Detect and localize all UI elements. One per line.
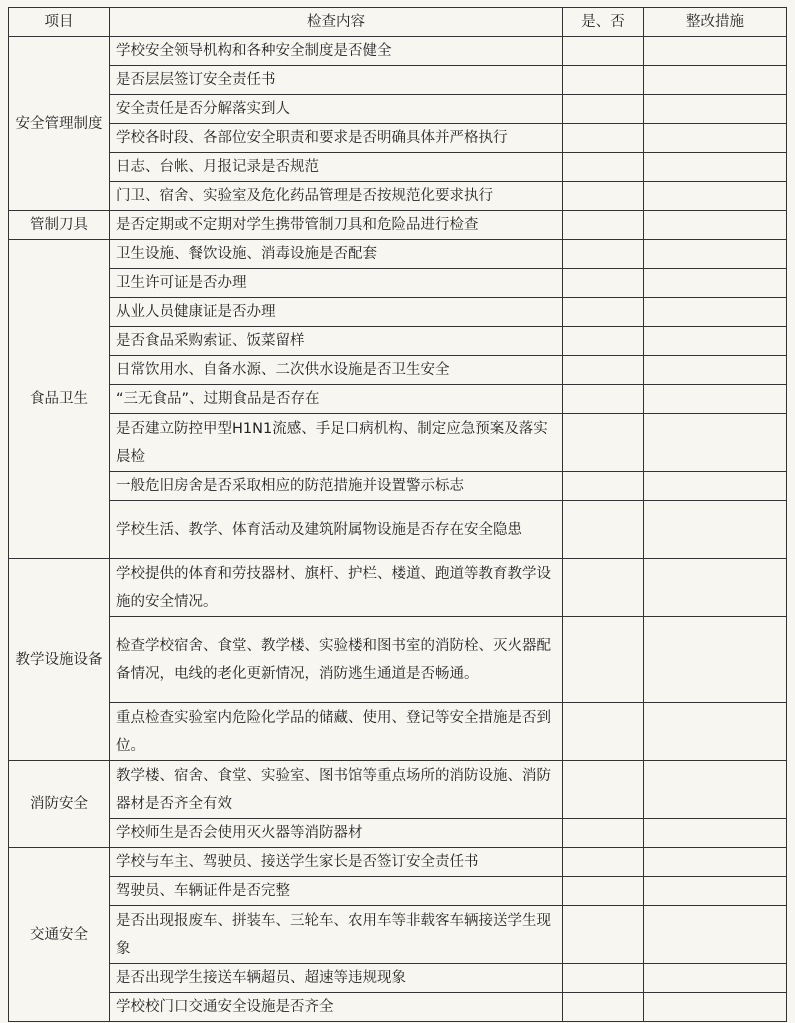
check-item: 一般危旧房舍是否采取相应的防范措施并设置警示标志 [110,472,563,501]
yesno-cell[interactable] [563,327,644,356]
section-name: 食品卫生 [9,240,110,559]
header-content: 检查内容 [110,8,563,37]
check-item: 日常饮用水、自备水源、二次供水设施是否卫生安全 [110,356,563,385]
measure-cell[interactable] [644,153,787,182]
yesno-cell[interactable] [563,124,644,153]
measure-cell[interactable] [644,298,787,327]
table-row [9,964,787,993]
table-row [9,124,787,153]
table-row [9,501,787,559]
check-item: 卫生许可证是否办理 [110,269,563,298]
yesno-cell[interactable] [563,964,644,993]
yesno-cell[interactable] [563,385,644,414]
table-row [9,385,787,414]
yesno-cell[interactable] [563,906,644,964]
measure-cell[interactable] [644,124,787,153]
table-row [9,327,787,356]
table-row [9,414,787,472]
measure-cell[interactable] [644,877,787,906]
check-item: 驾驶员、车辆证件是否完整 [110,877,563,906]
measure-cell[interactable] [644,993,787,1022]
table-row [9,703,787,761]
check-item: 安全责任是否分解落实到人 [110,95,563,124]
table-row [9,356,787,385]
check-item: 是否食品采购索证、饭菜留样 [110,327,563,356]
yesno-cell[interactable] [563,993,644,1022]
section-name: 教学设施设备 [9,559,110,761]
header-yesno: 是、否 [563,8,644,37]
measure-cell[interactable] [644,327,787,356]
measure-cell[interactable] [644,703,787,761]
yesno-cell[interactable] [563,761,644,819]
measure-cell[interactable] [644,501,787,559]
yesno-cell[interactable] [563,182,644,211]
check-item: “三无食品”、过期食品是否存在 [110,385,563,414]
measure-cell[interactable] [644,559,787,617]
table-row [9,211,787,240]
check-item: 是否出现学生接送车辆超员、超速等违规现象 [110,964,563,993]
yesno-cell[interactable] [563,211,644,240]
header-measure: 整改措施 [644,8,787,37]
measure-cell[interactable] [644,66,787,95]
measure-cell[interactable] [644,211,787,240]
header-project: 项目 [9,8,110,37]
table-row [9,472,787,501]
yesno-cell[interactable] [563,356,644,385]
table-row [9,240,787,269]
check-item: 是否层层签订安全责任书 [110,66,563,95]
table-row [9,95,787,124]
section-name: 消防安全 [9,761,110,848]
yesno-cell[interactable] [563,559,644,617]
check-item: 学校安全领导机构和各种安全制度是否健全 [110,37,563,66]
table-body [9,37,787,1022]
table-row [9,37,787,66]
check-item: 学校与车主、驾驶员、接送学生家长是否签订安全责任书 [110,848,563,877]
measure-cell[interactable] [644,848,787,877]
yesno-cell[interactable] [563,37,644,66]
measure-cell[interactable] [644,761,787,819]
measure-cell[interactable] [644,37,787,66]
yesno-cell[interactable] [563,269,644,298]
yesno-cell[interactable] [563,472,644,501]
table-row [9,848,787,877]
safety-checklist-table [8,7,787,1022]
table-row [9,617,787,703]
check-item: 卫生设施、餐饮设施、消毒设施是否配套 [110,240,563,269]
check-item: 教学楼、宿舍、食堂、实验室、图书馆等重点场所的消防设施、消防器材是否齐全有效 [110,761,563,819]
check-item: 学校提供的体育和劳技器材、旗杆、护栏、楼道、跑道等教育教学设施的安全情况。 [110,559,563,617]
measure-cell[interactable] [644,240,787,269]
check-item: 是否出现报废车、拼装车、三轮车、农用车等非载客车辆接送学生现象 [110,906,563,964]
measure-cell[interactable] [644,95,787,124]
table-row [9,182,787,211]
table-row [9,819,787,848]
yesno-cell[interactable] [563,95,644,124]
yesno-cell[interactable] [563,848,644,877]
check-item: 日志、台帐、月报记录是否规范 [110,153,563,182]
check-item: 学校生活、教学、体育活动及建筑附属物设施是否存在安全隐患 [110,501,563,559]
table-row [9,66,787,95]
table-row [9,559,787,617]
yesno-cell[interactable] [563,298,644,327]
check-item: 学校各时段、各部位安全职责和要求是否明确具体并严格执行 [110,124,563,153]
yesno-cell[interactable] [563,414,644,472]
measure-cell[interactable] [644,617,787,703]
section-name: 管制刀具 [9,211,110,240]
yesno-cell[interactable] [563,501,644,559]
measure-cell[interactable] [644,964,787,993]
table-row [9,993,787,1022]
table-row [9,906,787,964]
check-item: 检查学校宿舍、食堂、教学楼、实验楼和图书室的消防栓、灭火器配备情况，电线的老化更新情况，消防逃生通道是否畅通。 [110,617,563,703]
measure-cell[interactable] [644,472,787,501]
measure-cell[interactable] [644,819,787,848]
yesno-cell[interactable] [563,240,644,269]
table-row [9,153,787,182]
yesno-cell[interactable] [563,819,644,848]
table-row [9,877,787,906]
measure-cell[interactable] [644,356,787,385]
section-name: 交通安全 [9,848,110,1022]
section-name: 安全管理制度 [9,37,110,211]
check-item: 从业人员健康证是否办理 [110,298,563,327]
check-item: 门卫、宿舍、实验室及危化药品管理是否按规范化要求执行 [110,182,563,211]
check-item: 学校校门口交通安全设施是否齐全 [110,993,563,1022]
yesno-cell[interactable] [563,617,644,703]
check-item: 是否建立防控甲型H1N1流感、手足口病机构、制定应急预案及落实晨检 [110,414,563,472]
check-item: 学校师生是否会使用灭火器等消防器材 [110,819,563,848]
check-item: 重点检查实验室内危险化学品的储藏、使用、登记等安全措施是否到位。 [110,703,563,761]
measure-cell[interactable] [644,182,787,211]
measure-cell[interactable] [644,414,787,472]
table-row [9,298,787,327]
yesno-cell[interactable] [563,877,644,906]
table-row [9,269,787,298]
yesno-cell[interactable] [563,703,644,761]
yesno-cell[interactable] [563,66,644,95]
table-row [9,761,787,819]
check-item: 是否定期或不定期对学生携带管制刀具和危险品进行检查 [110,211,563,240]
measure-cell[interactable] [644,906,787,964]
header-row [9,8,787,37]
yesno-cell[interactable] [563,153,644,182]
measure-cell[interactable] [644,269,787,298]
measure-cell[interactable] [644,385,787,414]
